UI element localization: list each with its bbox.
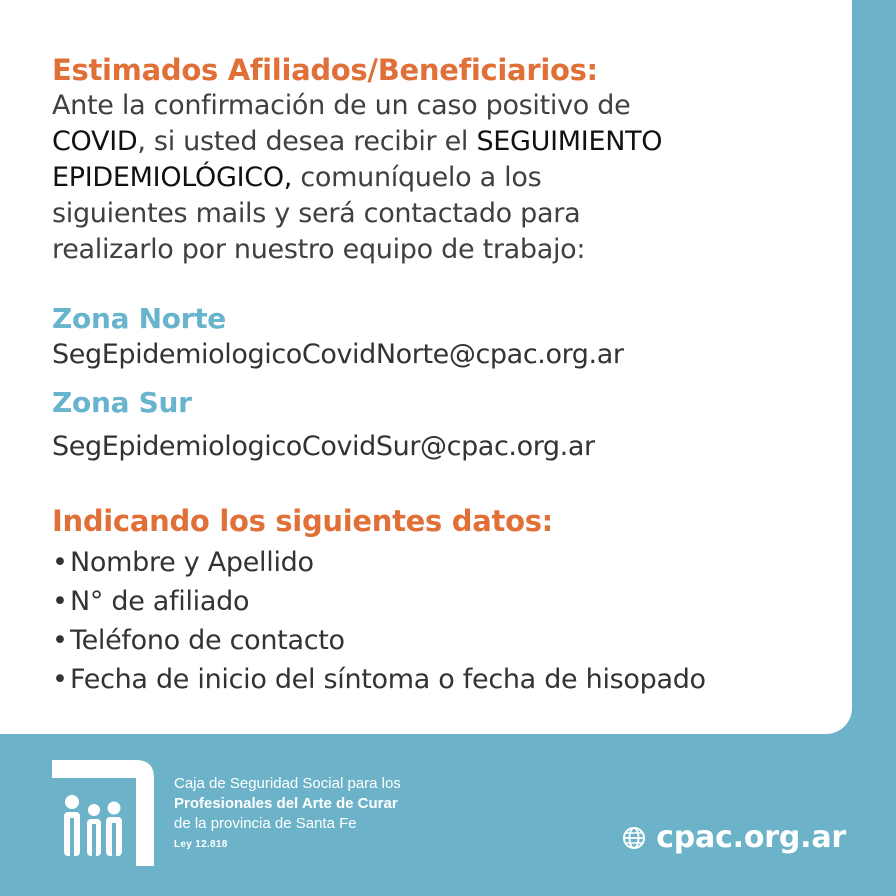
website-link[interactable]	[622, 820, 846, 855]
list-item	[52, 582, 842, 621]
list-item-label: Teléfono de contacto	[70, 625, 345, 656]
intro-text-3: comuníquelo a los	[300, 162, 542, 193]
cpac-logo-icon	[50, 758, 160, 870]
list-item	[52, 621, 842, 660]
data-list	[52, 543, 842, 699]
covid-emphasis: COVID	[52, 126, 138, 157]
org-line-1: Caja de Seguridad Social para los	[174, 775, 401, 792]
list-item-label: N° de afiliado	[70, 586, 250, 617]
zone-north-title: Zona Norte	[52, 302, 226, 335]
intro-text-1: Ante la confirmación de un caso positivo de	[52, 90, 631, 121]
website-url[interactable]: cpac.org.ar	[656, 820, 846, 855]
epidemiologico-emphasis: EPIDEMIOLÓGICO,	[52, 162, 293, 193]
org-line-2: Profesionales del Arte de Curar	[174, 795, 398, 812]
bullet-icon: •	[52, 664, 68, 695]
org-line-3: de la provincia de Santa Fe	[174, 815, 357, 832]
list-item-label: Fecha de inicio del síntoma o fecha de hisopado	[70, 664, 706, 695]
message-content	[52, 52, 842, 699]
globe-icon	[622, 826, 646, 850]
list-item	[52, 660, 842, 699]
zone-north	[52, 301, 842, 373]
zone-south	[52, 385, 842, 465]
org-law: Ley 12.818	[174, 839, 228, 850]
seguimiento-emphasis: SEGUIMIENTO	[476, 126, 663, 157]
intro-text-5: realizarlo por nuestro equipo de trabajo:	[52, 234, 586, 265]
intro-paragraph	[52, 88, 842, 268]
zone-north-email[interactable]: SegEpidemiologicoCovidNorte@cpac.org.ar	[52, 339, 624, 370]
bullet-icon: •	[52, 547, 68, 578]
greeting-heading: Estimados Afiliados/Beneficiarios:	[52, 53, 598, 87]
zone-south-title: Zona Sur	[52, 386, 192, 419]
bullet-icon: •	[52, 586, 68, 617]
list-item	[52, 543, 842, 582]
data-heading: Indicando los siguientes datos:	[52, 504, 553, 538]
intro-text-2: , si usted desea recibir el	[137, 126, 469, 157]
bullet-icon: •	[52, 625, 68, 656]
intro-text-4: siguientes mails y será contactado para	[52, 198, 581, 229]
organization-text	[174, 774, 401, 853]
list-item-label: Nombre y Apellido	[70, 547, 314, 578]
zone-south-email[interactable]: SegEpidemiologicoCovidSur@cpac.org.ar	[52, 431, 595, 462]
